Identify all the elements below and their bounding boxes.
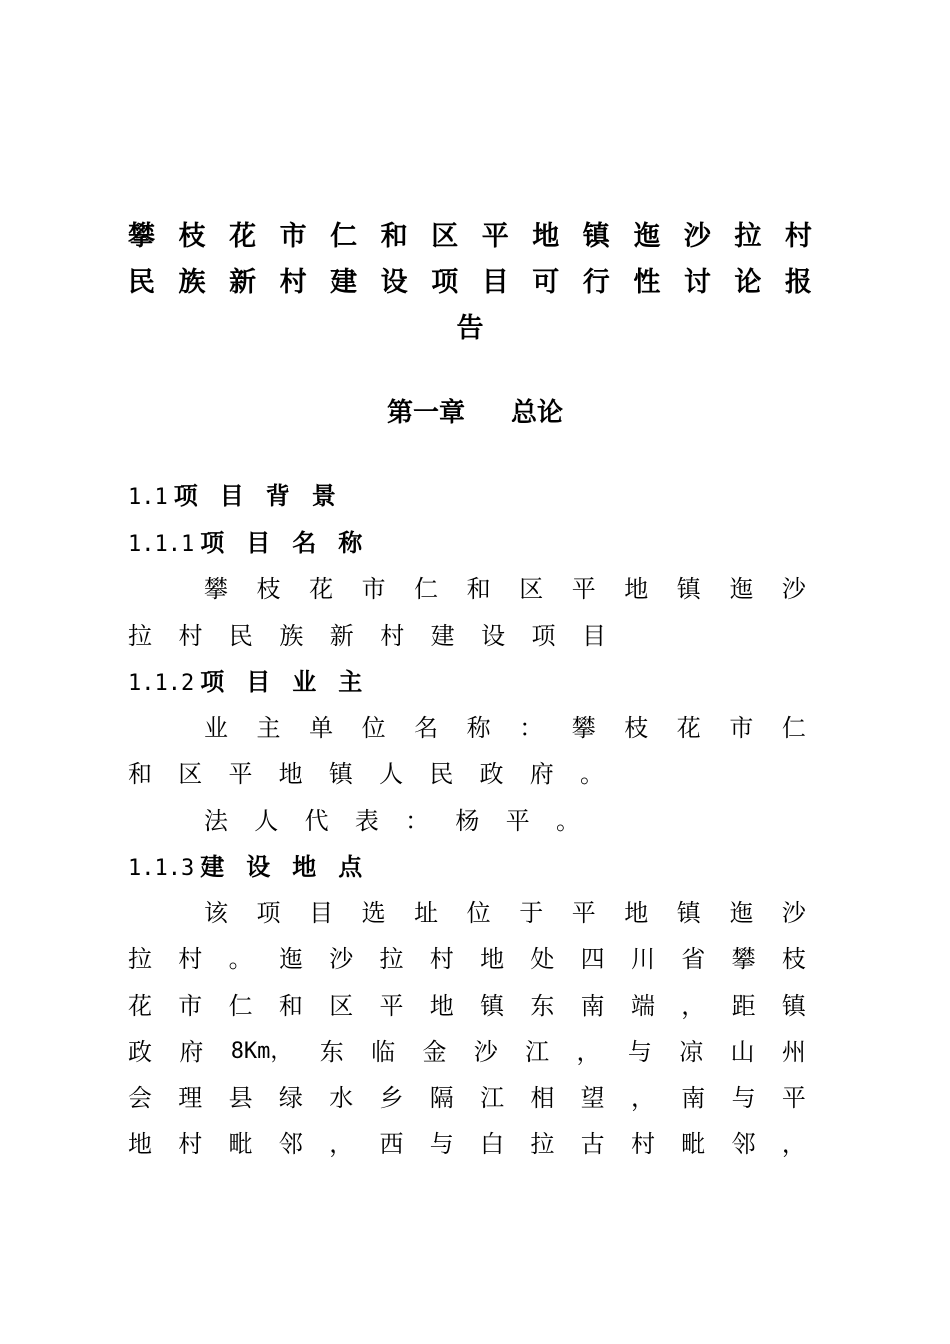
paragraph-line: [128, 1036, 806, 1068]
text-char: 距: [731, 992, 756, 1020]
text-char: 和: [128, 760, 152, 788]
text-char: 目: [309, 899, 334, 927]
heading-char: 建: [200, 852, 225, 881]
text-char: 相: [530, 1084, 555, 1112]
text-char: 地: [128, 1130, 152, 1158]
heading-char: 称: [338, 528, 363, 557]
text-char: 项: [531, 622, 556, 650]
text-char: 与: [627, 1038, 652, 1066]
text-char: 区: [431, 221, 459, 252]
text-char: 报: [784, 267, 812, 298]
section-number: 1.1.1: [128, 532, 195, 557]
text-char: 镇: [328, 760, 353, 788]
text-char: 民: [429, 760, 454, 788]
text-char: 平: [228, 760, 253, 788]
section-number: 1.1.2: [128, 671, 195, 696]
text-char: 地: [278, 760, 303, 788]
text-char: 攀: [204, 575, 228, 603]
text-char: ，: [329, 1130, 354, 1158]
heading-char: 项: [173, 481, 198, 510]
text-char: 镇: [582, 221, 610, 252]
text-char: 可: [532, 267, 560, 298]
heading-char: 主: [338, 667, 363, 696]
text-char: 平: [571, 899, 596, 927]
section-heading-1-1-3: [128, 851, 384, 885]
text-char: 地: [624, 575, 649, 603]
text-char: 与: [731, 1084, 756, 1112]
text-char: 位: [466, 899, 491, 927]
text-char: 地: [624, 899, 649, 927]
text-char: 选: [361, 899, 386, 927]
heading-char: 目: [246, 528, 271, 557]
text-char: 表: [354, 807, 379, 835]
text-char: 代: [304, 807, 329, 835]
document-title: [128, 214, 812, 352]
text-char: 村: [178, 1130, 203, 1158]
text-char: 人: [254, 807, 279, 835]
paragraph-line: [128, 1082, 806, 1114]
text-char: 市: [279, 221, 307, 252]
text-char: 毗: [228, 1130, 253, 1158]
text-char: 沙: [781, 575, 806, 603]
text-char: 族: [178, 267, 206, 298]
text-char: 目: [581, 622, 606, 650]
text-char: 法: [204, 807, 228, 835]
text-char: 川: [630, 945, 655, 973]
text-char: 村: [630, 1130, 655, 1158]
section-heading-1-1: [128, 480, 358, 514]
chapter-number: 第一章: [386, 398, 465, 428]
text-char: 建: [330, 267, 358, 298]
text-char: 理: [178, 1084, 203, 1112]
text-char: 。: [555, 807, 580, 835]
text-char: 民: [128, 267, 155, 298]
text-char: 和: [278, 992, 303, 1020]
text-char: 花: [309, 575, 334, 603]
text-char: 临: [371, 1038, 396, 1066]
heading-char: 设: [246, 852, 271, 881]
section-number: 1.1.3: [128, 856, 195, 881]
text-char: 迤: [729, 575, 754, 603]
text-char: 隔: [429, 1084, 454, 1112]
text-char: 平: [781, 1084, 806, 1112]
text-char: 拉: [379, 945, 404, 973]
chapter-name: 总论: [511, 398, 564, 428]
text-char: 镇: [676, 899, 701, 927]
heading-char: 地: [292, 852, 317, 881]
title-line-2: [128, 260, 812, 306]
text-char: 地: [429, 992, 454, 1020]
paragraph-line: [204, 897, 806, 929]
text-char: 村: [178, 622, 203, 650]
text-char: 告: [456, 313, 484, 344]
text-char: 江: [525, 1038, 550, 1066]
text-char: 族: [279, 622, 304, 650]
text-char: 性: [633, 267, 661, 298]
chapter-heading: [0, 393, 950, 433]
text-char: ：: [405, 807, 430, 835]
text-char: 8Km，: [230, 1039, 293, 1064]
text-char: ，: [576, 1038, 601, 1066]
text-char: 。: [228, 945, 253, 973]
heading-char: 景: [311, 481, 336, 510]
text-char: 府: [179, 1038, 204, 1066]
heading-char: 目: [246, 667, 271, 696]
paragraph-line: [128, 943, 806, 975]
heading-char: 项: [200, 528, 225, 557]
text-char: 设: [481, 622, 506, 650]
text-char: 西: [379, 1130, 404, 1158]
text-char: 行: [582, 267, 610, 298]
text-char: 政: [128, 1038, 152, 1066]
text-char: 山: [730, 1038, 755, 1066]
paragraph-line: [128, 620, 606, 652]
title-line-1: [128, 214, 812, 260]
heading-char: 项: [200, 667, 225, 696]
text-char: 和: [466, 575, 491, 603]
paragraph-line: [128, 758, 604, 790]
heading-char: 名: [292, 528, 317, 557]
section-title: [174, 481, 358, 510]
text-char: 迤: [633, 221, 661, 252]
text-char: 区: [178, 760, 203, 788]
section-title: [200, 667, 384, 696]
text-char: 村: [784, 221, 812, 252]
text-char: 建: [430, 622, 455, 650]
text-char: 省: [681, 945, 706, 973]
text-char: 邻: [731, 1130, 756, 1158]
paragraph-line: [204, 712, 806, 744]
text-char: 迤: [278, 945, 303, 973]
section-title: [200, 528, 384, 557]
text-char: 处: [530, 945, 555, 973]
text-char: 地: [480, 945, 505, 973]
text-char: 设: [380, 267, 408, 298]
text-char: 主: [256, 714, 281, 742]
text-char: 项: [431, 267, 459, 298]
text-char: 邻: [278, 1130, 303, 1158]
heading-char: 业: [292, 667, 317, 696]
text-char: 单: [309, 714, 334, 742]
heading-char: 目: [219, 481, 244, 510]
text-char: 和: [380, 221, 408, 252]
text-char: 花: [229, 221, 257, 252]
text-char: 沙: [781, 899, 806, 927]
text-char: 市: [729, 714, 754, 742]
text-char: 枝: [178, 221, 206, 252]
text-char: 讨: [683, 267, 711, 298]
text-char: 平: [379, 992, 404, 1020]
text-char: 凉: [679, 1038, 704, 1066]
text-char: 枝: [256, 575, 281, 603]
text-char: ，: [681, 992, 706, 1020]
text-char: 仁: [781, 714, 806, 742]
text-char: 拉: [128, 945, 152, 973]
text-char: 枝: [781, 945, 806, 973]
text-char: 迤: [729, 899, 754, 927]
text-char: 拉: [530, 1130, 555, 1158]
text-char: 政: [479, 760, 504, 788]
text-char: 仁: [330, 221, 358, 252]
text-char: 平: [571, 575, 596, 603]
text-char: ：: [519, 714, 544, 742]
text-char: 与: [429, 1130, 454, 1158]
heading-char: 背: [265, 481, 290, 510]
text-char: 金: [422, 1038, 447, 1066]
paragraph-line: [128, 1128, 806, 1160]
text-char: 沙: [683, 221, 711, 252]
text-char: 绿: [278, 1084, 303, 1112]
text-char: 水: [329, 1084, 354, 1112]
heading-char: 点: [338, 852, 363, 881]
title-line-3: [128, 306, 812, 352]
text-char: 称: [466, 714, 491, 742]
text-char: 该: [204, 899, 228, 927]
text-char: 花: [676, 714, 701, 742]
text-char: 镇: [480, 992, 505, 1020]
text-char: 州: [781, 1038, 806, 1066]
text-char: 项: [256, 899, 281, 927]
text-char: 区: [519, 575, 544, 603]
section-heading-1-1-1: [128, 527, 384, 561]
text-char: 镇: [781, 992, 806, 1020]
section-heading-1-1-2: [128, 666, 384, 700]
text-char: 论: [734, 267, 762, 298]
text-char: 市: [361, 575, 386, 603]
text-char: 村: [178, 945, 203, 973]
paragraph-line: [204, 805, 580, 837]
text-char: 区: [329, 992, 354, 1020]
text-char: 拉: [734, 221, 762, 252]
text-char: 南: [681, 1084, 706, 1112]
text-char: 仁: [228, 992, 253, 1020]
text-char: 枝: [624, 714, 649, 742]
text-char: 村: [429, 945, 454, 973]
text-char: 名: [414, 714, 439, 742]
text-char: 仁: [414, 575, 439, 603]
text-char: 民: [228, 622, 253, 650]
text-char: 东: [319, 1038, 344, 1066]
text-char: 市: [178, 992, 203, 1020]
text-char: 四: [580, 945, 605, 973]
text-char: 南: [580, 992, 605, 1020]
text-char: 人: [379, 760, 404, 788]
text-char: 拉: [128, 622, 152, 650]
text-char: ，: [781, 1130, 806, 1158]
section-number: 1.1: [128, 485, 168, 510]
paragraph-line: [204, 573, 806, 605]
text-char: 村: [380, 622, 405, 650]
text-char: 目: [481, 267, 509, 298]
text-char: 江: [480, 1084, 505, 1112]
text-char: 平: [481, 221, 509, 252]
text-char: 花: [128, 992, 152, 1020]
text-char: 于: [519, 899, 544, 927]
text-char: 新: [229, 267, 257, 298]
text-char: 古: [580, 1130, 605, 1158]
text-char: 东: [530, 992, 555, 1020]
section-title: [200, 852, 384, 881]
text-char: 沙: [473, 1038, 498, 1066]
text-char: ，: [630, 1084, 655, 1112]
text-char: 杨: [455, 807, 480, 835]
text-char: 端: [630, 992, 655, 1020]
text-char: 沙: [329, 945, 354, 973]
text-char: 会: [128, 1084, 152, 1112]
text-char: 乡: [379, 1084, 404, 1112]
text-char: 新: [329, 622, 354, 650]
text-char: 毗: [681, 1130, 706, 1158]
text-char: 村: [279, 267, 307, 298]
text-char: 望: [580, 1084, 605, 1112]
text-char: 址: [414, 899, 439, 927]
text-char: 攀: [731, 945, 756, 973]
text-char: 白: [480, 1130, 505, 1158]
text-char: 镇: [676, 575, 701, 603]
text-char: 攀: [571, 714, 596, 742]
text-char: 攀: [128, 221, 155, 252]
text-char: 位: [361, 714, 386, 742]
text-char: 县: [228, 1084, 253, 1112]
text-char: 地: [532, 221, 560, 252]
text-char: 平: [505, 807, 530, 835]
text-char: 。: [579, 760, 604, 788]
paragraph-line: [128, 990, 806, 1022]
text-char: 府: [529, 760, 554, 788]
text-char: 业: [204, 714, 228, 742]
